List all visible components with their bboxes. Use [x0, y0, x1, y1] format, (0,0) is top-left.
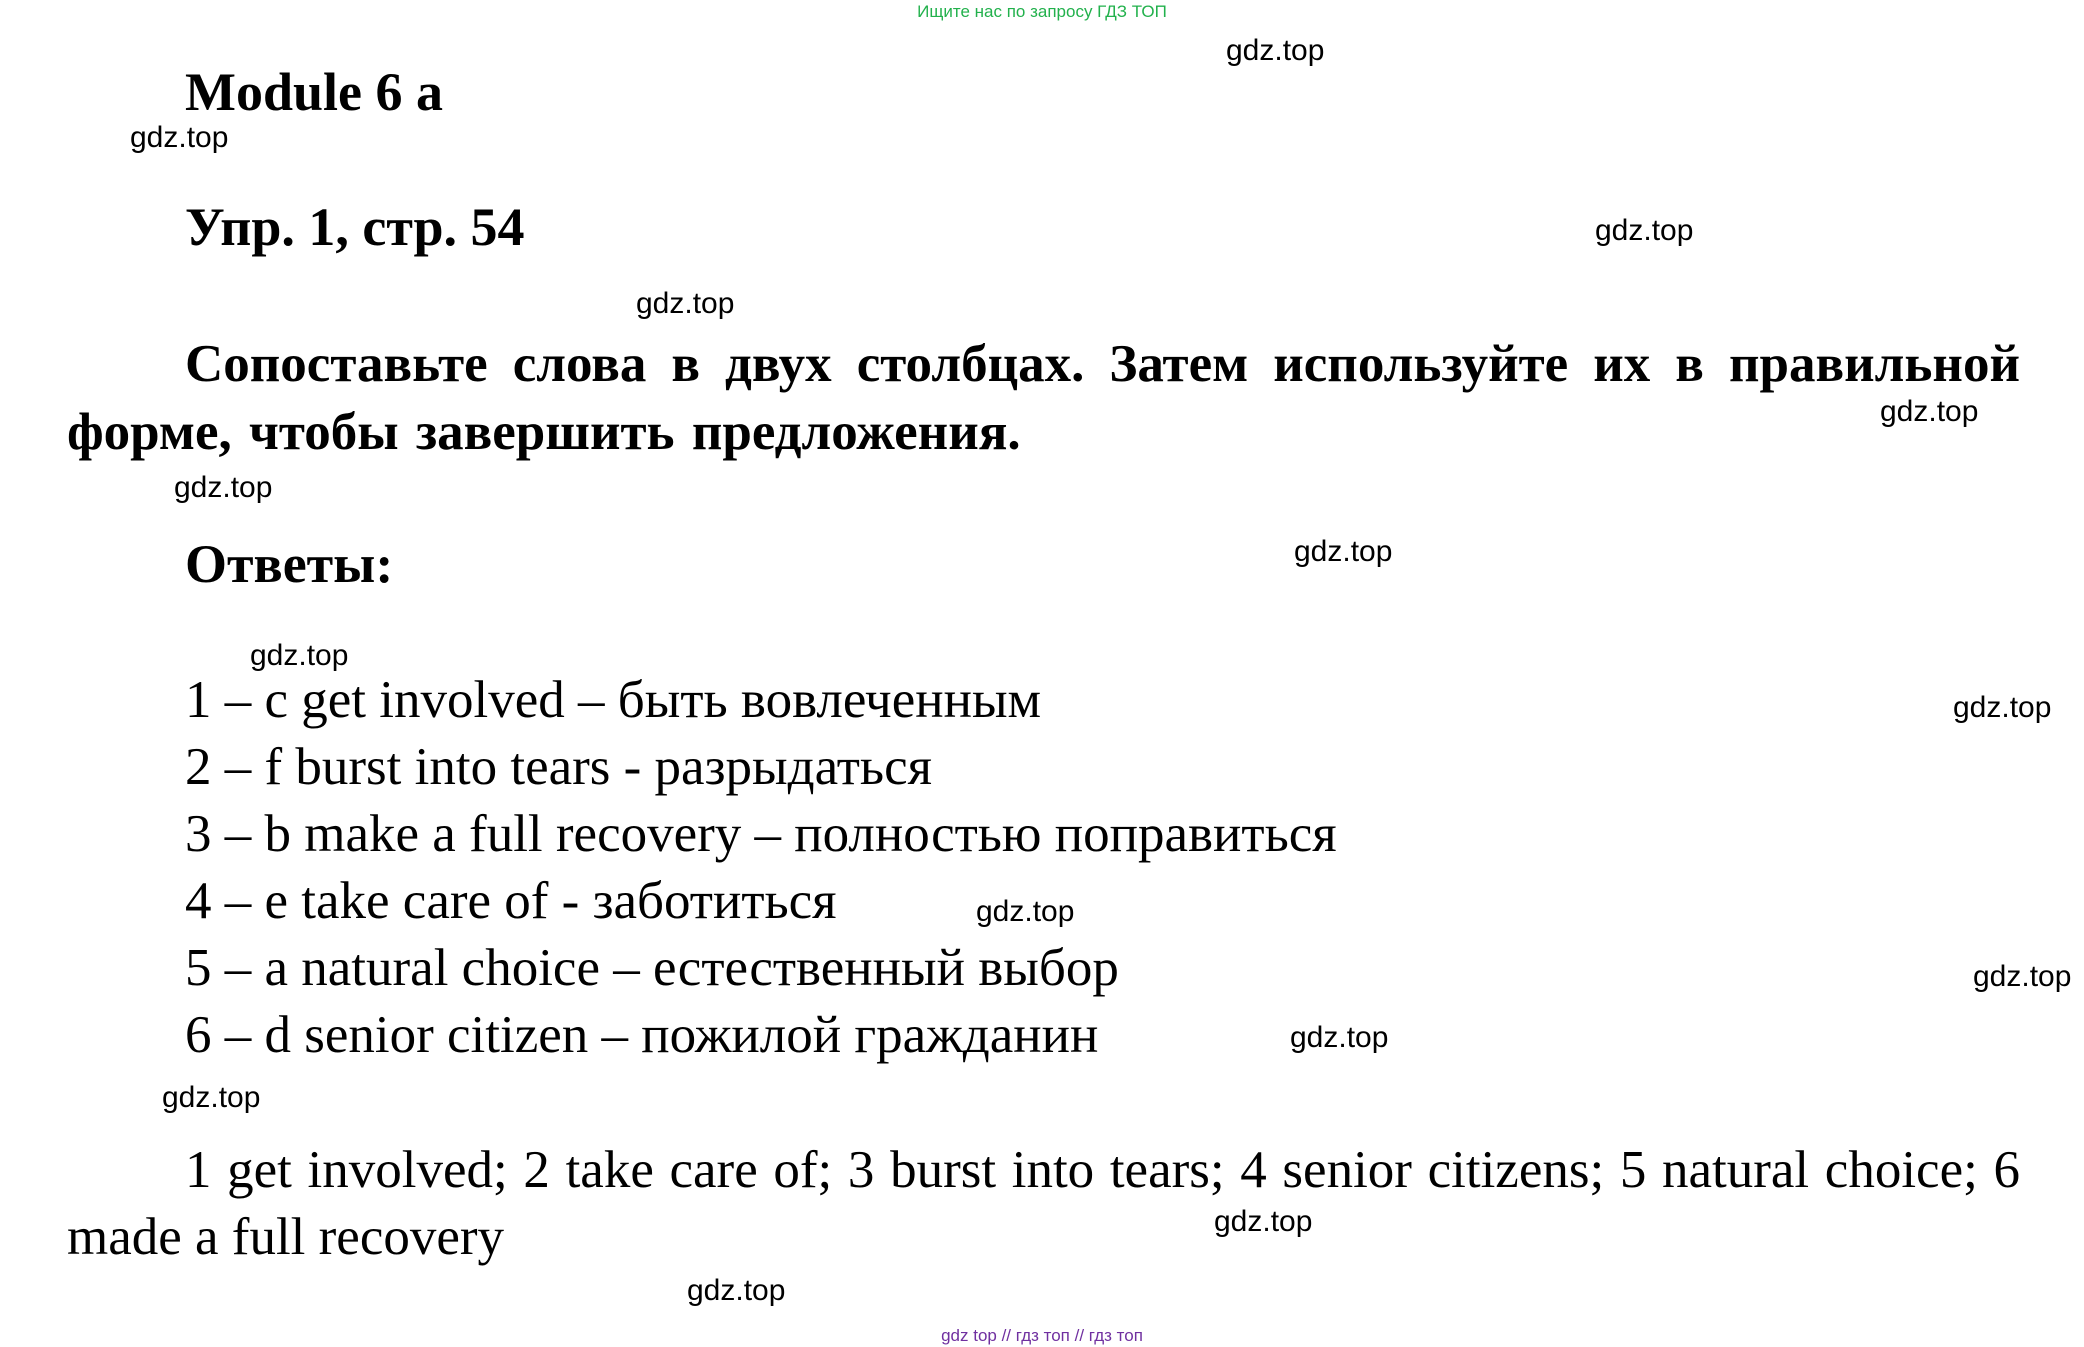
completed-sentences-answer: 1 get involved; 2 take care of; 3 burst into tears; 4 senior citizens; 5 natural choice; 6 made a full recovery — [67, 1141, 2020, 1266]
watermark: gdz.top — [162, 1081, 261, 1114]
watermark: gdz.top — [1294, 535, 1393, 568]
search-hint-banner: Ищите нас по запросу ГДЗ ТОП — [917, 2, 1167, 21]
watermark: gdz.top — [1214, 1205, 1313, 1238]
watermark: gdz.top — [1595, 214, 1694, 247]
answer-item: 5 – a natural choice – естественный выбор — [185, 939, 1119, 997]
watermark: gdz.top — [130, 121, 229, 154]
watermark: gdz.top — [976, 895, 1075, 928]
answers-list — [185, 667, 1337, 1069]
watermark: gdz.top — [250, 639, 349, 672]
answer-item: 4 – e take care of - заботиться — [185, 872, 837, 930]
footer-watermark: gdz top // гдз топ // гдз топ — [941, 1326, 1143, 1345]
watermark: gdz.top — [1973, 960, 2072, 993]
module-title: Module 6 a — [185, 62, 444, 122]
answer-item: 2 – f burst into tears - разрыдаться — [185, 738, 932, 796]
answer-item: 3 – b make a full recovery – полностью поправиться — [185, 805, 1337, 863]
watermark: gdz.top — [1880, 395, 1979, 428]
watermark: gdz.top — [1953, 691, 2052, 724]
watermark: gdz.top — [1290, 1021, 1389, 1054]
exercise-title: Упр. 1, стр. 54 — [185, 197, 525, 257]
watermark: gdz.top — [636, 287, 735, 320]
watermark: gdz.top — [174, 471, 273, 504]
answers-heading: Ответы: — [185, 534, 394, 594]
answer-item: 1 – c get involved – быть вовлеченным — [185, 671, 1042, 729]
watermark: gdz.top — [687, 1274, 786, 1307]
watermark: gdz.top — [1226, 34, 1325, 67]
answer-item: 6 – d senior citizen – пожилой гражданин — [185, 1006, 1099, 1064]
task-instructions: Сопоставьте слова в двух столбцах. Затем используйте их в правильной форме, чтобы завершить предложения. — [67, 335, 2020, 461]
